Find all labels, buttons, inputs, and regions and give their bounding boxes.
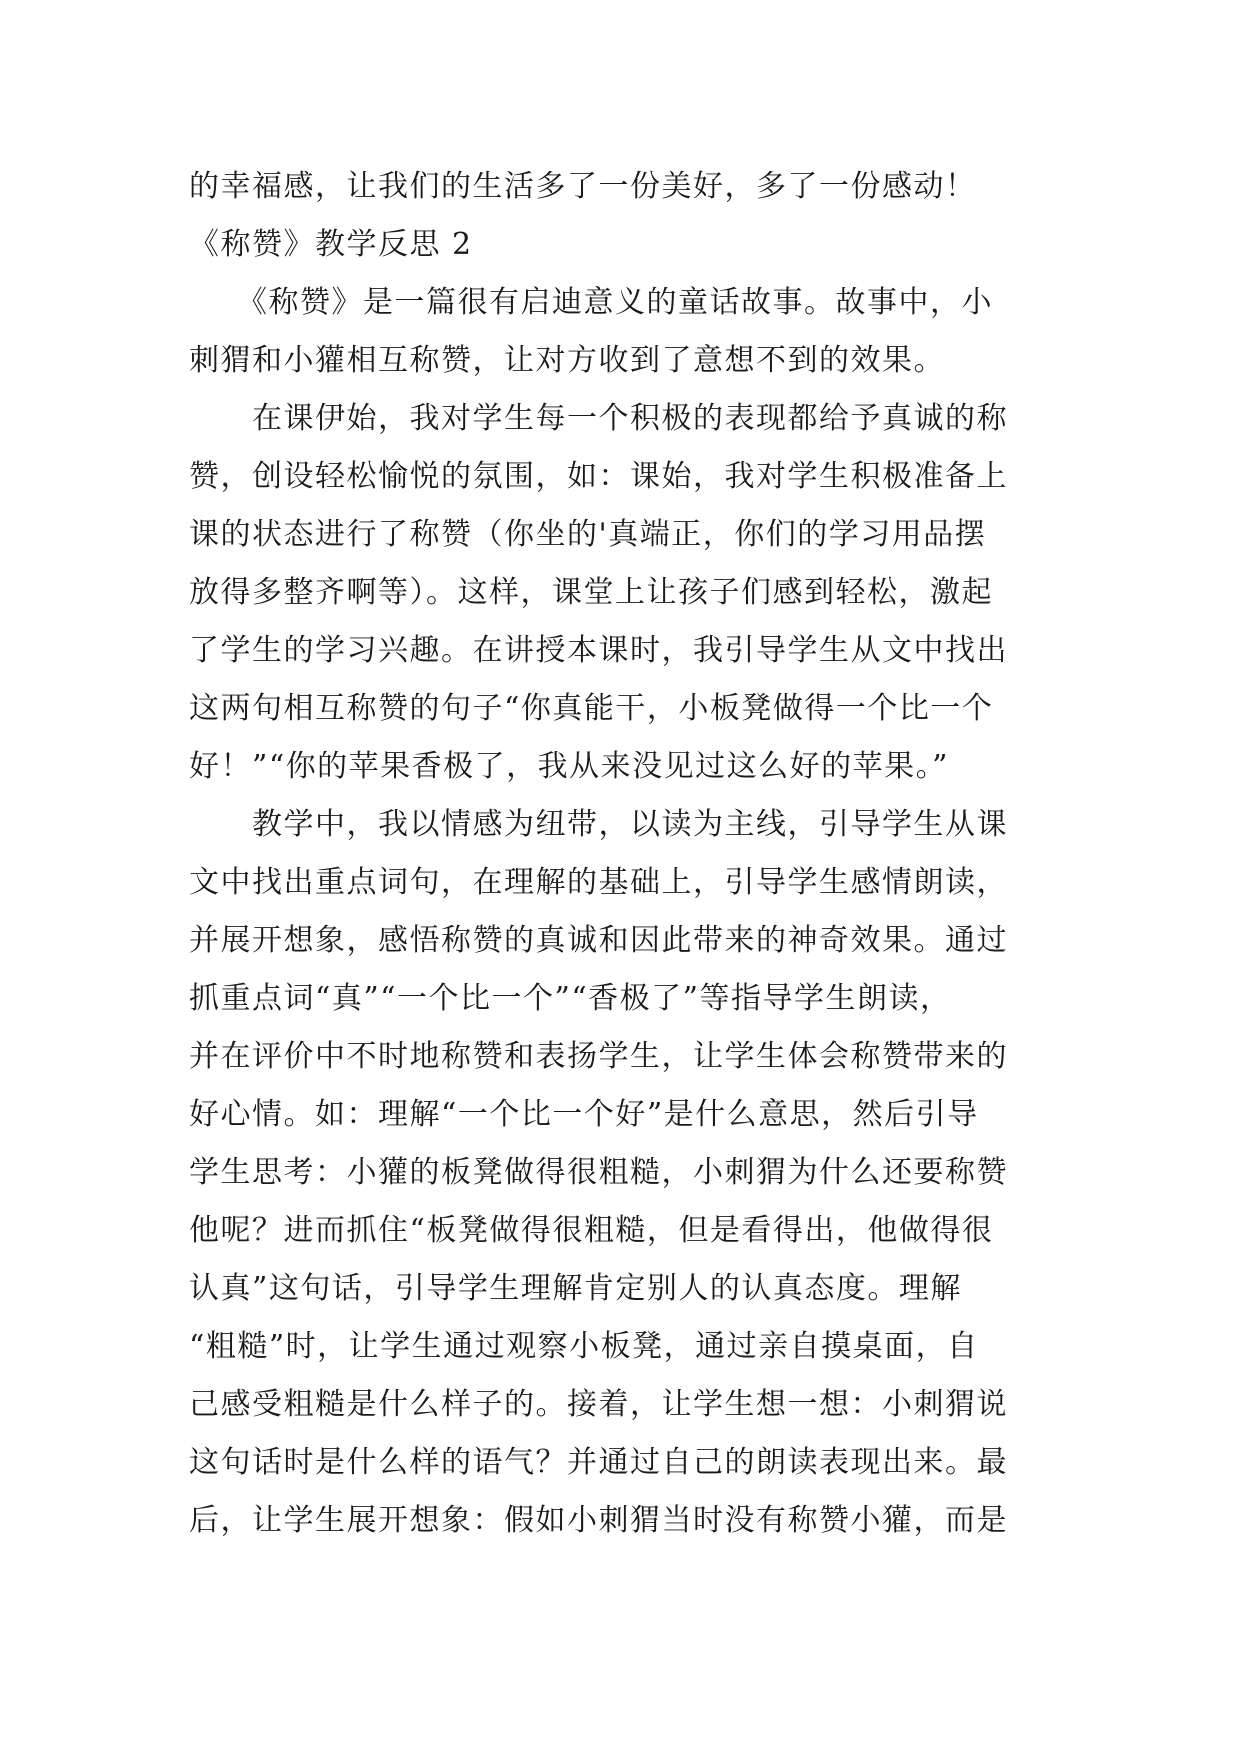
text-line: 在课伊始，我对学生每一个积极的表现都给予真诚的称 — [189, 401, 1008, 436]
text-line: 文中找出重点词句，在理解的基础上，引导学生感情朗读， — [189, 865, 1008, 900]
text-line: 抓重点词“真”“一个比一个”“香极了”等指导学生朗读， — [189, 981, 952, 1016]
text-line: “粗糙”时，让学生通过观察小板凳，通过亲自摸桌面，自 — [189, 1329, 979, 1364]
text-line: 这句话时是什么样的语气？并通过自己的朗读表现出来。最 — [189, 1445, 1008, 1480]
document-body — [189, 158, 1054, 1550]
text-line: 的幸福感，让我们的生活多了一份美好，多了一份感动！ — [189, 169, 977, 204]
text-line: 己感受粗糙是什么样子的。接着，让学生想一想：小刺猬说 — [189, 1387, 1008, 1422]
text-line: 好！”“你的苹果香极了，我从来没见过这么好的苹果。” — [189, 749, 950, 784]
text-line: 这两句相互称赞的句子“你真能干，小板凳做得一个比一个 — [189, 691, 994, 726]
text-line: 《称赞》是一篇很有启迪意义的童话故事。故事中，小 — [189, 285, 993, 320]
text-line: 后，让学生展开想象：假如小刺猬当时没有称赞小獾，而是 — [189, 1503, 1008, 1538]
text-line: 了学生的学习兴趣。在讲授本课时，我引导学生从文中找出 — [189, 633, 1008, 668]
text-line: 他呢？进而抓住“板凳做得很粗糙，但是看得出，他做得很 — [189, 1213, 994, 1248]
text-line: 刺猬和小獾相互称赞，让对方收到了意想不到的效果。 — [189, 343, 945, 378]
text-line: 放得多整齐啊等）。这样，课堂上让孩子们感到轻松，激起 — [189, 575, 993, 610]
text-line: 课的状态进行了称赞（你坐的'真端正，你们的学习用品摆 — [189, 517, 987, 552]
text-line: 好心情。如：理解“一个比一个好”是什么意思，然后引导 — [189, 1097, 979, 1132]
text-line: 教学中，我以情感为纽带，以读为主线，引导学生从课 — [189, 807, 1008, 842]
text-line: 赞，创设轻松愉悦的氛围，如：课始，我对学生积极准备上 — [189, 459, 1008, 494]
section-heading: 《称赞》教学反思 2 — [189, 227, 473, 262]
text-line: 学生思考：小獾的板凳做得很粗糙，小刺猬为什么还要称赞 — [189, 1155, 1008, 1190]
text-line: 认真”这句话，引导学生理解肯定别人的认真态度。理解 — [189, 1271, 962, 1306]
text-line: 并展开想象，感悟称赞的真诚和因此带来的神奇效果。通过 — [189, 923, 1008, 958]
text-line: 并在评价中不时地称赞和表扬学生，让学生体会称赞带来的 — [189, 1039, 1008, 1074]
